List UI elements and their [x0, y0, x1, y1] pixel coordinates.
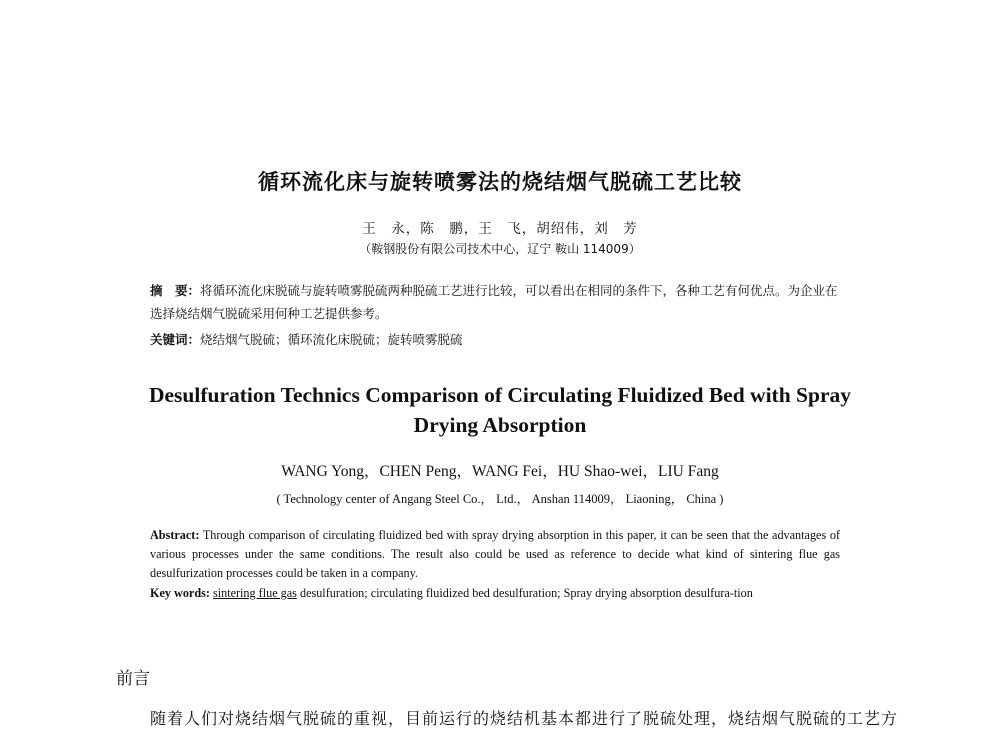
preface-heading: 前言 — [116, 669, 150, 689]
chinese-abstract-text: 将循环流化床脱硫与旋转喷雾脱硫两种脱硫工艺进行比较，可以看出在相同的条件下，各种工艺有何优点。为企业在选择烧结烟气脱硫采用何种工艺提供参考。 — [150, 283, 838, 321]
english-abstract-text: Through comparison of circulating fluidized bed with spray drying absorption in this paper, it can be seen that the advantages of various processes under the same conditions. The result also could be used as reference to decide what kind of sintering flue gas desulfurization processes could be taken in a company. — [150, 528, 840, 580]
english-keywords — [150, 584, 840, 603]
chinese-authors: 王 永，陈 鹏，王 飞，胡绍伟，刘 芳 — [362, 221, 638, 237]
chinese-keywords-text: 烧结烟气脱硫；循环流化床脱硫；旋转喷雾脱硫 — [200, 332, 463, 347]
english-title: Desulfuration Technics Comparison of Circulating Fluidized Bed with Spray Drying Absorption — [148, 383, 851, 437]
chinese-abstract — [150, 279, 850, 325]
chinese-abstract-label: 摘 要： — [150, 283, 201, 298]
chinese-keywords — [150, 328, 850, 351]
english-keywords-rest: desulfuration; circulating fluidized bed desulfuration; Spray drying absorption desulfura-tion — [296, 586, 753, 600]
body-text-start: 随着人们对烧结烟气脱硫的重视，目前运行的烧结机基本都进行了脱硫处理，烧结烟气脱硫的工艺方 — [150, 709, 899, 728]
chinese-affiliation: （鞍钢股份有限公司技术中心，辽宁 鞍山 114009） — [359, 242, 641, 256]
english-abstract-label: Abstract: — [150, 528, 200, 542]
english-authors: WANG Yong，CHEN Peng，WANG Fei，HU Shao-wei，LIU Fang — [281, 463, 719, 480]
chinese-title: 循环流化床与旋转喷雾法的烧结烟气脱硫工艺比较 — [258, 170, 742, 194]
english-affiliation: ( Technology center of Angang Steel Co.， Ltd.， Anshan 114009， Liaoning， China ) — [276, 492, 724, 506]
chinese-keywords-label: 关键词： — [150, 332, 201, 347]
english-keywords-label: Key words: — [150, 586, 210, 600]
english-keywords-underlined: sintering flue gas — [212, 586, 297, 600]
english-abstract — [150, 526, 840, 583]
